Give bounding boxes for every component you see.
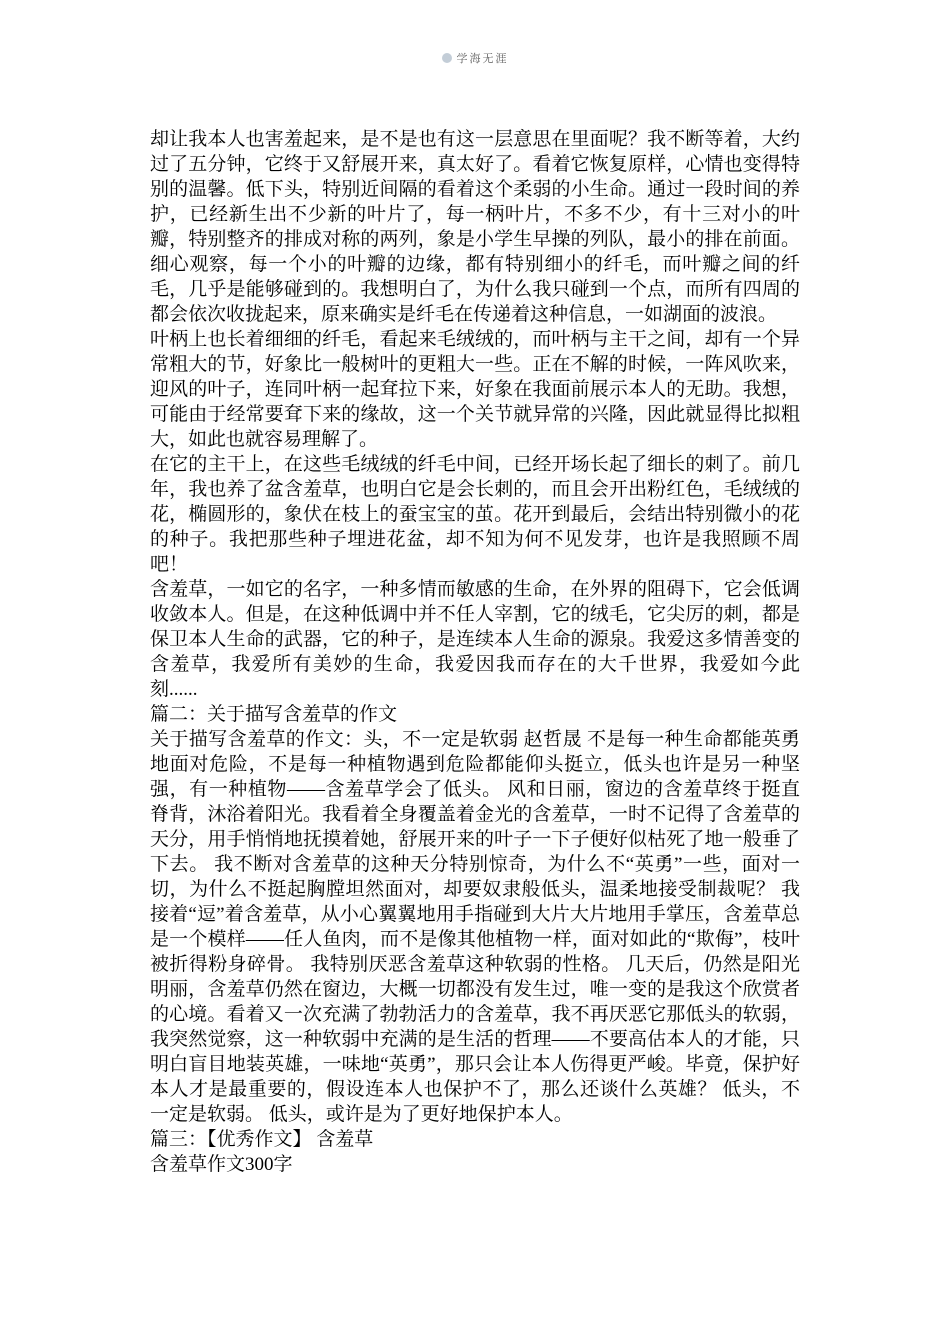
- section-heading-part2: 篇二：关于描写含羞草的作文: [150, 704, 398, 725]
- watermark: [0, 50, 950, 66]
- watermark-icon: [442, 53, 452, 63]
- paragraph-3: 在它的主干上，在这些毛绒绒的纤毛中间，已经开场长起了细长的刺了。前几年，我也养了盆含羞草，也明白它是会长刺的，而且会开出粉红色，毛绒绒的花，椭圆形的，象伏在枝上的蚕宝宝的茧。花开到最后，会结出特别微小的花的种子。我把那些种子埋进花盆，却不知为何不见发芽，也许是我照顾不周吧！: [150, 454, 800, 575]
- watermark-text: 学海无涯: [456, 53, 509, 65]
- paragraph-4: 含羞草，一如它的名字，一种多情而敏感的生命，在外界的阻碍下，它会低调收敛本人。但是，在这种低调中并不任人宰割，它的绒毛，它尖厉的刺，都是保卫本人生命的武器，它的种子，是连续本人生命的源泉。我爱这多情善变的含羞草，我爱所有美妙的生命，我爱因我而存在的大千世界，我爱如今此刻......: [150, 579, 800, 700]
- document-body: [150, 127, 800, 1177]
- paragraph-1: 却让我本人也害羞起来，是不是也有这一层意思在里面呢？我不断等着，大约过了五分钟，它终于又舒展开来，真太好了。看着它恢复原样，心情也变得特别的温馨。低下头，特别近间隔的看着这个柔弱的小生命。通过一段时间的养护，已经新生出不少新的叶片了，每一柄叶片，不多不少，有十三对小的叶瓣，特别整齐的排成对称的两列，象是小学生早操的列队，最小的排在前面。细心观察，每一个小的叶瓣的边缘，都有特别细小的纤毛，而叶瓣之间的纤毛，几乎是能够碰到的。我想明白了，为什么我只碰到一个点，而所有四周的都会依次收拢起来，原来确实是纤毛在传递着这种信息，一如湖面的波浪。: [150, 129, 800, 325]
- paragraph-2: 叶柄上也长着细细的纤毛，看起来毛绒绒的，而叶柄与主干之间，却有一个异常粗大的节，好象比一般树叶的更粗大一些。正在不解的时候，一阵风吹来，迎风的叶子，连同叶柄一起耷拉下来，好象在我面前展示本人的无助。我想，可能由于经常要耷下来的缘故，这一个关节就异常的兴隆，因此就显得比拟粗大，如此也就容易理解了。: [150, 329, 800, 450]
- paragraph-5: 关于描写含羞草的作文：头，不一定是软弱 赵哲晟 不是每一种生命都能英勇地面对危险，不是每一种植物遇到危险都能仰头挺立，低头也许是另一种坚强，有一种植物——含羞草学会了低头。 风和日丽，窗边的含羞草终于挺直脊背，沐浴着阳光。我看着全身覆盖着金光的含羞草，一时不记得了含羞草的天分，用手悄悄地抚摸着她，舒展开来的叶子一下子便好似枯死了地一般垂了下去。 我不断对含羞草的这种天分特别惊奇，为什么不“英勇”一些，面对一切，为什么不挺起胸膛坦然面对，却要奴隶般低头，温柔地接受制裁呢？ 我接着“逗”着含羞草，从小心翼翼地用手指碰到大片大片地用手掌压，含羞草总是一个模样——任人鱼肉，而不是像其他植物一样，面对如此的“欺侮”，枝叶被折得粉身碎骨。 我特别厌恶含羞草这种软弱的性格。 几天后，仍然是阳光明丽，含羞草仍然在窗边，大概一切都没有发生过，唯一变的是我这个欣赏者的心境。看着又一次充满了勃勃活力的含羞草，我不再厌恶它那低头的软弱，我突然觉察，这一种软弱中充满的是生活的哲理——不要高估本人的才能，只明白盲目地装英雄，一味地“英勇”，那只会让本人伤得更严峻。毕竟，保护好本人才是最重要的，假设连本人也保护不了，那么还谈什么英雄？ 低头，不一定是软弱。 低头，或许是为了更好地保护本人。: [150, 729, 800, 1125]
- essay-subtitle: 含羞草作文300字: [150, 1154, 293, 1175]
- section-heading-part3: 篇三：【优秀作文】 含羞草: [150, 1129, 374, 1150]
